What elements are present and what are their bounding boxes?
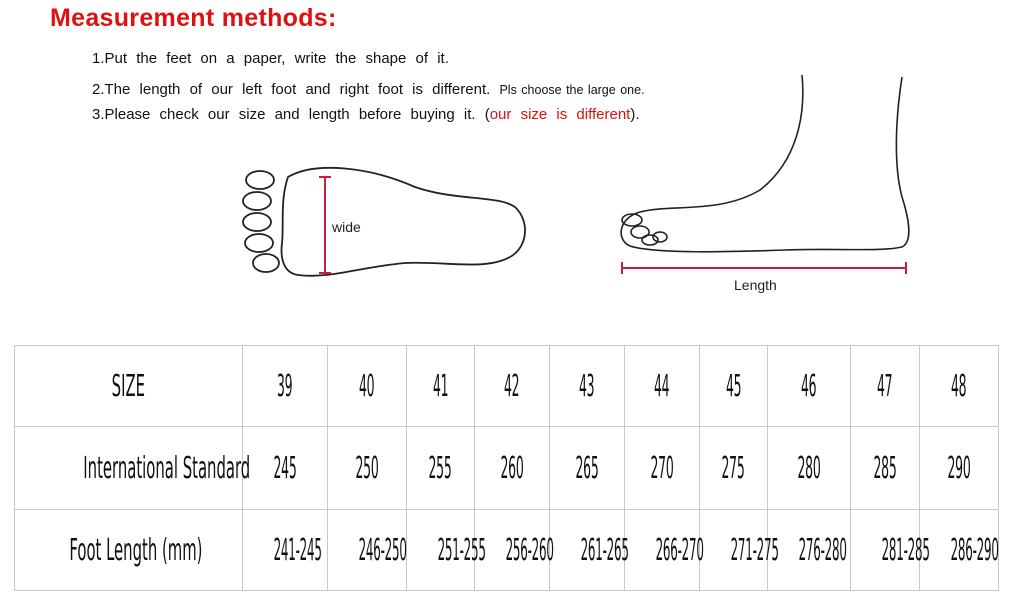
step-number: 2. <box>92 81 105 98</box>
size-cell: 42 <box>475 346 550 427</box>
step-text: Put the feet on a paper, write the shape of it. <box>104 50 449 67</box>
size-warning: our size is different <box>489 106 631 123</box>
international-cell: 270 <box>625 427 700 510</box>
size-cell: 43 <box>550 346 625 427</box>
foot-length-cell: 266-270 <box>625 510 700 591</box>
foot-sole-illustration <box>230 155 540 285</box>
international-cell: 250 <box>328 427 407 510</box>
foot-length-row <box>15 510 999 591</box>
international-cell: 255 <box>407 427 475 510</box>
size-row <box>15 346 999 427</box>
foot-length-cell: 251-255 <box>407 510 475 591</box>
page-title: Measurement methods: <box>50 4 337 32</box>
international-cell: 275 <box>700 427 768 510</box>
step-text-end: ). <box>630 106 640 123</box>
size-chart-table <box>14 345 999 591</box>
size-cell: 47 <box>851 346 920 427</box>
foot-length-cell: 271-275 <box>700 510 768 591</box>
size-cell: 41 <box>407 346 475 427</box>
row-header-foot-length: Foot Length (mm) <box>15 510 243 591</box>
international-standard-row <box>15 427 999 510</box>
step-number: 1. <box>92 50 105 67</box>
length-label: Length <box>734 277 777 293</box>
step-number: 3. <box>92 106 105 123</box>
step-text: The length of our left foot and right foot is different. <box>104 81 491 98</box>
international-cell: 280 <box>768 427 851 510</box>
size-cell: 45 <box>700 346 768 427</box>
row-header-size: SIZE <box>15 346 243 427</box>
foot-length-cell: 246-250 <box>328 510 407 591</box>
size-cell: 44 <box>625 346 700 427</box>
foot-length-cell: 286-290 <box>920 510 999 591</box>
foot-length-cell: 256-260 <box>475 510 550 591</box>
international-cell: 285 <box>851 427 920 510</box>
international-cell: 265 <box>550 427 625 510</box>
step-note: Pls choose the large one. <box>499 83 645 97</box>
size-cell: 48 <box>920 346 999 427</box>
instruction-step-2 <box>92 81 645 98</box>
instruction-step-3 <box>92 106 640 123</box>
wide-label: wide <box>332 219 361 235</box>
international-cell: 260 <box>475 427 550 510</box>
foot-length-cell: 241-245 <box>243 510 328 591</box>
size-cell: 40 <box>328 346 407 427</box>
foot-length-cell: 276-280 <box>768 510 851 591</box>
step-text: Please check our size and length before buying it. ( <box>104 106 490 123</box>
size-cell: 39 <box>243 346 328 427</box>
foot-length-cell: 261-265 <box>550 510 625 591</box>
row-header-international: International Standard <box>15 427 243 510</box>
international-cell: 290 <box>920 427 999 510</box>
foot-side-illustration <box>610 72 920 277</box>
foot-length-cell: 281-285 <box>851 510 920 591</box>
international-cell: 245 <box>243 427 328 510</box>
instruction-step-1 <box>92 50 449 67</box>
size-cell: 46 <box>768 346 851 427</box>
